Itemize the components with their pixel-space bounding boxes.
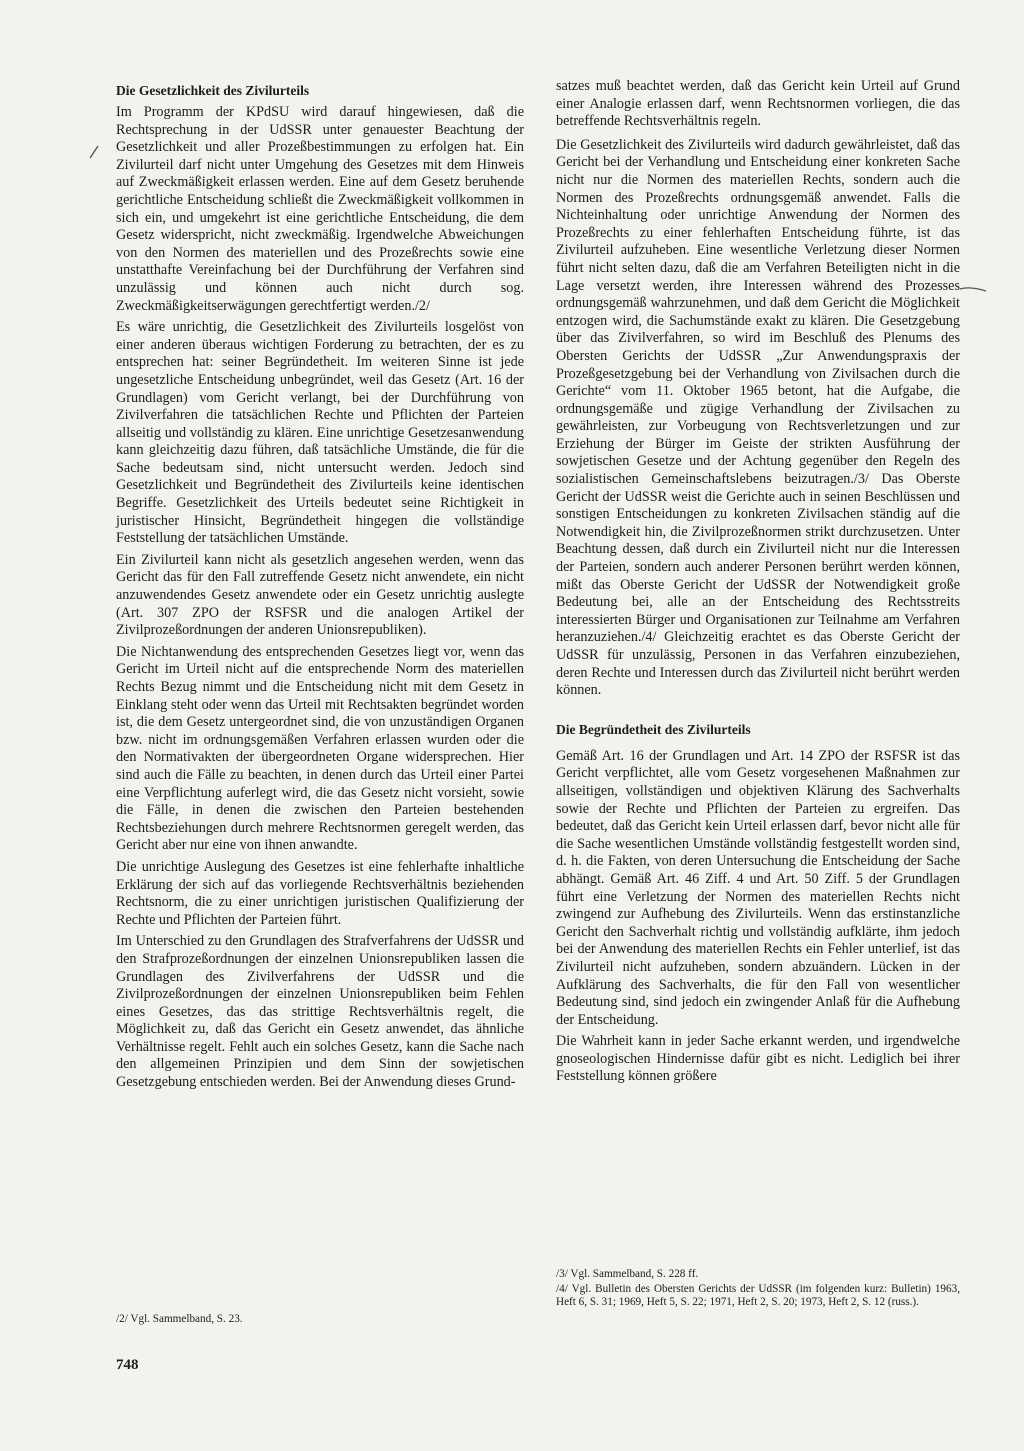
footnote: /2/ Vgl. Sammelband, S. 23. xyxy=(116,1313,243,1325)
paragraph: Gemäß Art. 16 der Grundlagen und Art. 14 ZPO der RSFSR ist das Gericht verpflichtet, alle vom Gesetz vorgesehenen Maßnahmen zur allseitigen, vollständigen und objektiven Klärung des Sachverhalts sowie der Rechte und Pflichten der Parteien zu ergreifen. Das bedeutet, daß das Gericht kein Urteil erlassen darf, bevor nicht alle für die Sache wesentlichen Umstände vollständig festgestellt worden sind, d. h. die Fakten, von deren Untersuchung die Entscheidung der Sache abhängt. Gemäß Art. 46 Ziff. 4 und Art. 50 Ziff. 5 der Grundlagen führt eine Verletzung der Normen des materiellen Rechts nicht zwingend zur Aufhebung des Zivilurteils. Wenn das erstinstanzliche Gericht den Sachverhalt richtig und vollständig aufklärte, ihm jedoch bei der Anwendung des materiellen Rechts ein Fehler unterlief, ist das Zivilurteil nicht aufzuheben, sondern abzuändern. Lücken in der Aufklärung des Sachverhalts, die für den Fall von wesentlicher Bedeutung sind, sind jedoch ein zwingender Anlaß für die Aufhebung der Entscheidung. xyxy=(556,747,960,1028)
paragraph: satzes muß beachtet werden, daß das Gericht kein Urteil auf Grund einer Analogie erlassen darf, wenn Rechtsnormen vorliegen, die das betreffende Rechtsverhältnis regeln. xyxy=(556,78,960,130)
paragraph: Ein Zivilurteil kann nicht als gesetzlich angesehen werden, wenn das Gericht das für den Fall zutreffende Gesetz nicht anwendete, ein nicht anzuwendendes Gesetz anwendete oder ein Gesetz unrichtig auslegte (Art. 307 ZPO der RSFSR und die analogen Artikel der Zivilprozeßordnungen der anderen Unionsrepubliken). xyxy=(116,551,524,639)
paragraph: Es wäre unrichtig, die Gesetzlichkeit des Zivilurteils losgelöst von einer anderen überaus wichtigen Forderung zu betrachten, der es zu entsprechen hat: seiner Begründetheit. Im weiteren Sinne ist jede ungesetzliche Entscheidung unbegründet, weil das Gesetz (Art. 16 der Grundlagen) vom Gericht verlangt, bei der Durchführung von Zivilverfahren die tatsächlichen Rechte und Pflichten der Parteien allseitig und vollständig zu klären. Eine unrichtige Gesetzesanwendung kann gleichzeitig dazu führen, daß tatsächliche Umstände, die für die Sache bedeutsam sind, nicht untersucht werden. Jedoch sind Gesetzlichkeit und Begründetheit des Zivilurteils keine identischen Begriffe. Gesetzlichkeit des Urteils bedeutet seine Richtigkeit in juristischer Hinsicht, Begründetheit hingegen die vollständige Feststellung der tatsächlichen Umstände. xyxy=(116,319,524,547)
footnote: /4/ Vgl. Bulletin des Obersten Gerichts der UdSSR (im folgenden kurz: Bulletin) 1963, Heft 6, S. 31; 1969, Heft 5, S. 22; 1971, Heft 2, S. 20; 1973, Heft 2, S. 12 (russ.). xyxy=(556,1282,960,1309)
right-column xyxy=(556,78,960,1090)
section-heading-begruendetheit: Die Begründetheit des Zivilurteils xyxy=(556,721,751,737)
footnotes-right xyxy=(556,1268,960,1311)
margin-mark-icon xyxy=(958,282,988,296)
footnote: /3/ Vgl. Sammelband, S. 228 ff. xyxy=(556,1268,699,1280)
page-number: 748 xyxy=(116,1357,139,1373)
section-heading-gesetzlichkeit: Die Gesetzlichkeit des Zivilurteils xyxy=(116,83,310,98)
paragraph: Die unrichtige Auslegung des Gesetzes ist eine fehlerhafte inhaltliche Erklärung der sich auf das vorliegende Rechtsverhältnis beziehenden Rechtsnorm, die zu einer unrichtigen juristischen Qualifizierung der Rechte und Pflichten der Parteien führt. xyxy=(116,858,524,928)
paragraph: Im Programm der KPdSU wird darauf hingewiesen, daß die Rechtsprechung in der UdSSR unter genauester Beachtung der Gesetzlichkeit und aller Prozeßbestimmungen zu erfolgen hat. Ein Zivilurteil darf nicht unter Umgehung des Gesetzes mit dem Hinweis auf Zweckmäßigkeit erlassen werden. Eine auf dem Gesetz beruhende gerichtliche Entscheidung schließt die Zweckmäßigkeit vollkommen in sich ein, und umgekehrt ist eine gerichtliche Entscheidung, die dem Gesetz widerspricht, nicht zweckmäßig. Irgendwelche Abweichungen von den Normen des materiellen und des Prozeßrechts sowie eine unstatthafte Vereinfachung bei der Durchführung der Verfahren sind unzulässig und können auch nicht durch sog. Zweckmäßigkeitserwägungen gerechtfertigt werden./2/ xyxy=(116,104,524,314)
paragraph: Im Unterschied zu den Grundlagen des Strafverfahrens der UdSSR und den Strafprozeßordnungen der einzelnen Unionsrepubliken lassen die Grundlagen des Zivilverfahrens der UdSSR und die Zivilprozeßordnungen der einzelnen Unionsrepubliken beim Fehlen eines Gesetzes, das das strittige Rechtsverhältnis regelt, die Möglichkeit zu, daß das Gericht ein Gesetz anwendet, das ähnliche Verhältnisse regelt. Fehlt auch ein solches Gesetz, kann die Sache nach den allgemeinen Prinzipien und dem Sinn der sowjetischen Gesetzgebung entschieden werden. Bei der Anwendung dieses Grund- xyxy=(116,933,524,1091)
margin-mark-icon xyxy=(86,140,108,162)
paragraph: Die Wahrheit kann in jeder Sache erkannt werden, und irgendwelche gnoseologischen Hindernisse dafür gibt es nicht. Lediglich bei ihrer Feststellung können größere xyxy=(556,1033,960,1085)
paragraph: Die Nichtanwendung des entsprechenden Gesetzes liegt vor, wenn das Gericht im Urteil nicht auf die entsprechende Norm des materiellen Rechts Bezug nimmt und die Entscheidung nicht mit dem Gesetz in Einklang steht oder wenn das Urteil mit Rechtsakten begründet worden ist, die dem Gesetz untergeordnet sind, die von unzuständigen Organen bzw. nicht im ordnungsgemäßen Verfahren erlassen wurden oder die den Normativakten der übergeordneten Organe widersprechen. Hier sind auch die Fälle zu beachten, in denen durch das Urteil einer Partei eine Verpflichtung auferlegt wird, die das Gesetz nicht vorsieht, sowie die Fälle, in denen die zwischen den Parteien bestehenden Rechtsbeziehungen durch mehrere Rechtsnormen geregelt werden, das Gericht aber nur eine von ihnen anwandte. xyxy=(116,643,524,854)
paragraph: Die Gesetzlichkeit des Zivilurteils wird dadurch gewährleistet, daß das Gericht bei der Verhandlung und Entscheidung einer konkreten Sache nicht nur die Normen des materiellen Rechts, sondern auch die Normen des Prozeßrechts ordnungsgemäß anwendet. Falls die Nichteinhaltung oder unrichtige Anwendung der Normen des Prozeßrechts zu einer fehlerhaften Entscheidung führte, ist das Zivilurteil aufzuheben. Eine wesentliche Verletzung dieser Normen führt nicht selten dazu, daß die am Verfahren Beteiligten nicht in die Lage versetzt werden, ihre Interessen während des Prozesses ordnungsgemäß wahrzunehmen, und daß dem Gericht die Möglichkeit entzogen wird, die Sachumstände exakt zu klären. Die Gesetzgebung über das Zivilverfahren, so wird im Beschluß des Plenums des Obersten Gerichts der UdSSR „Zur Anwendungspraxis der Prozeßgesetzgebung bei der Verhandlung von Zivilsachen durch die Gerichte“ vom 11. Oktober 1965 betont, hat die Aufgabe, die ordnungsgemäße und zügige Verhandlung der Zivilsachen zu gewährleisten, zur Vorbeugung von Rechtsverletzungen und zur Erziehung der Bürger im Geiste der strikten Ausführung der sowjetischen Gesetze und der Achtung gegenüber den Regeln des sozialistischen Gemeinschaftslebens beizutragen./3/ Das Oberste Gericht der UdSSR weist die Gerichte auch in seinen Beschlüssen und sonstigen Entscheidungen zu konkreten Zivilsachen ständig auf die Notwendigkeit hin, die Zivilprozeßnormen strikt durchzusetzen. Unter Beachtung dessen, daß durch ein Zivilurteil nicht nur die Interessen der Parteien, sondern auch anderer Personen berührt werden können, mißt das Oberste Gericht der UdSSR der Notwendigkeit große Bedeutung bei, alle an der Entscheidung des Rechtsstreits interessierten Bürger und Organisationen zur Teilnahme am Verfahren heranzuziehen./4/ Gleichzeitig erachtet es das Oberste Gericht der UdSSR für unzulässig, Personen in das Verfahren einzubeziehen, deren Rechte und Interessen durch das Zivilurteil nicht berührt werden können. xyxy=(556,136,960,699)
left-column xyxy=(116,78,524,1096)
footnotes-left xyxy=(116,1313,524,1328)
